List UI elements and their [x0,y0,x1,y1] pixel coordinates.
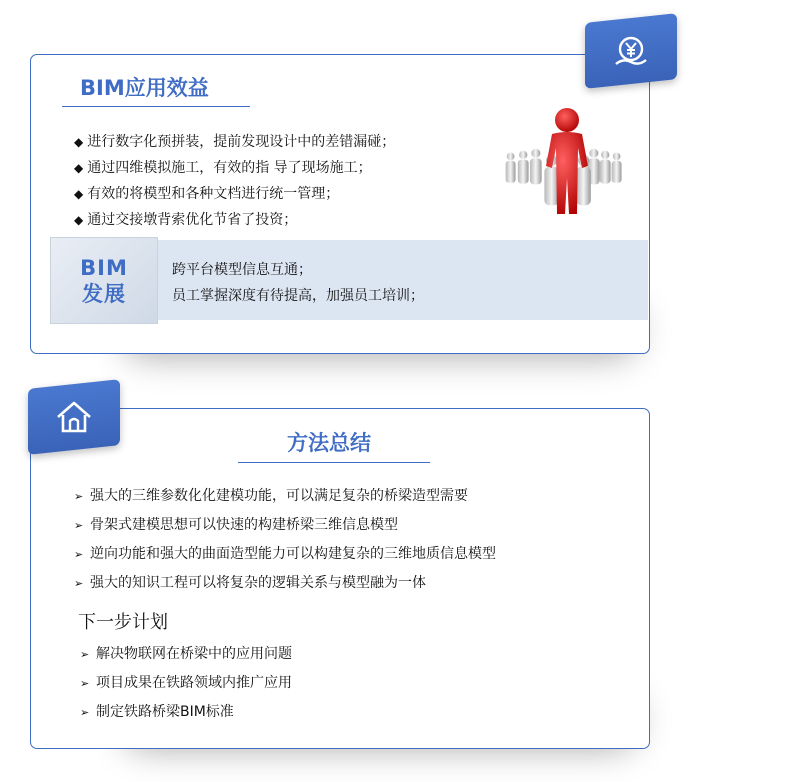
list-item: ➢ 强大的知识工程可以将复杂的逻辑关系与模型融为一体 [74,569,496,598]
list-item: ➢ 解决物联网在桥梁中的应用问题 [80,640,292,669]
arrow-bullet-icon: ➢ [80,648,90,661]
diamond-bullet-icon: ◆ [74,213,84,227]
arrow-bullet-icon: ➢ [74,577,84,590]
list-item: ◆ 进行数字化预拼装，提前发现设计中的差错漏碰； [74,134,396,150]
list-item: ➢ 骨架式建模思想可以快速的构建桥梁三维信息模型 [74,511,496,540]
red-leader-figure-icon [498,104,636,224]
list-item: ➢ 项目成果在铁路领域内推广应用 [80,669,292,698]
benefits-list [74,129,395,233]
diamond-bullet-icon: ◆ [74,187,84,201]
diamond-bullet-icon: ◆ [74,135,84,149]
list-item: ➢ 制定铁路桥梁BIM标准 [80,698,292,727]
diamond-bullet-icon: ◆ [74,161,84,175]
arrow-bullet-icon: ➢ [80,677,90,690]
arrow-bullet-icon: ➢ [80,706,90,719]
list-item: ➢ 强大的三维参数化化建模功能，可以满足复杂的桥梁造型需要 [74,482,496,511]
list-item: ◆ 通过四维模拟施工，有效的指 导了现场施工； [74,160,372,176]
next-plan-title: 下一步计划 [78,612,168,633]
arrow-bullet-icon: ➢ [74,548,84,561]
list-item: 员工掌握深度有待提高，加强员工培训； [172,288,424,304]
benefits-tag [585,13,677,89]
title-underline [238,462,430,463]
yen-money-icon [611,31,651,71]
list-item: ➢ 逆向功能和强大的曲面造型能力可以构建复杂的三维地质信息模型 [74,540,496,569]
list-item: ◆ 有效的将模型和各种文档进行统一管理； [74,186,340,202]
bim-development-label: BIM 发展 [50,237,158,324]
arrow-bullet-icon: ➢ [74,519,84,532]
list-item: 跨平台模型信息互通； [172,262,312,278]
summary-list [74,482,496,598]
next-plan-list [80,640,292,727]
list-item: ◆ 通过交接墩背索优化节省了投资； [74,212,298,228]
summary-tag [28,379,120,455]
title-underline [62,106,250,107]
bim-development-text [172,257,424,309]
arrow-bullet-icon: ➢ [74,490,84,503]
summary-title: 方法总结 [287,431,371,455]
benefits-title: BIM应用效益 [80,76,209,100]
home-icon [53,397,95,437]
